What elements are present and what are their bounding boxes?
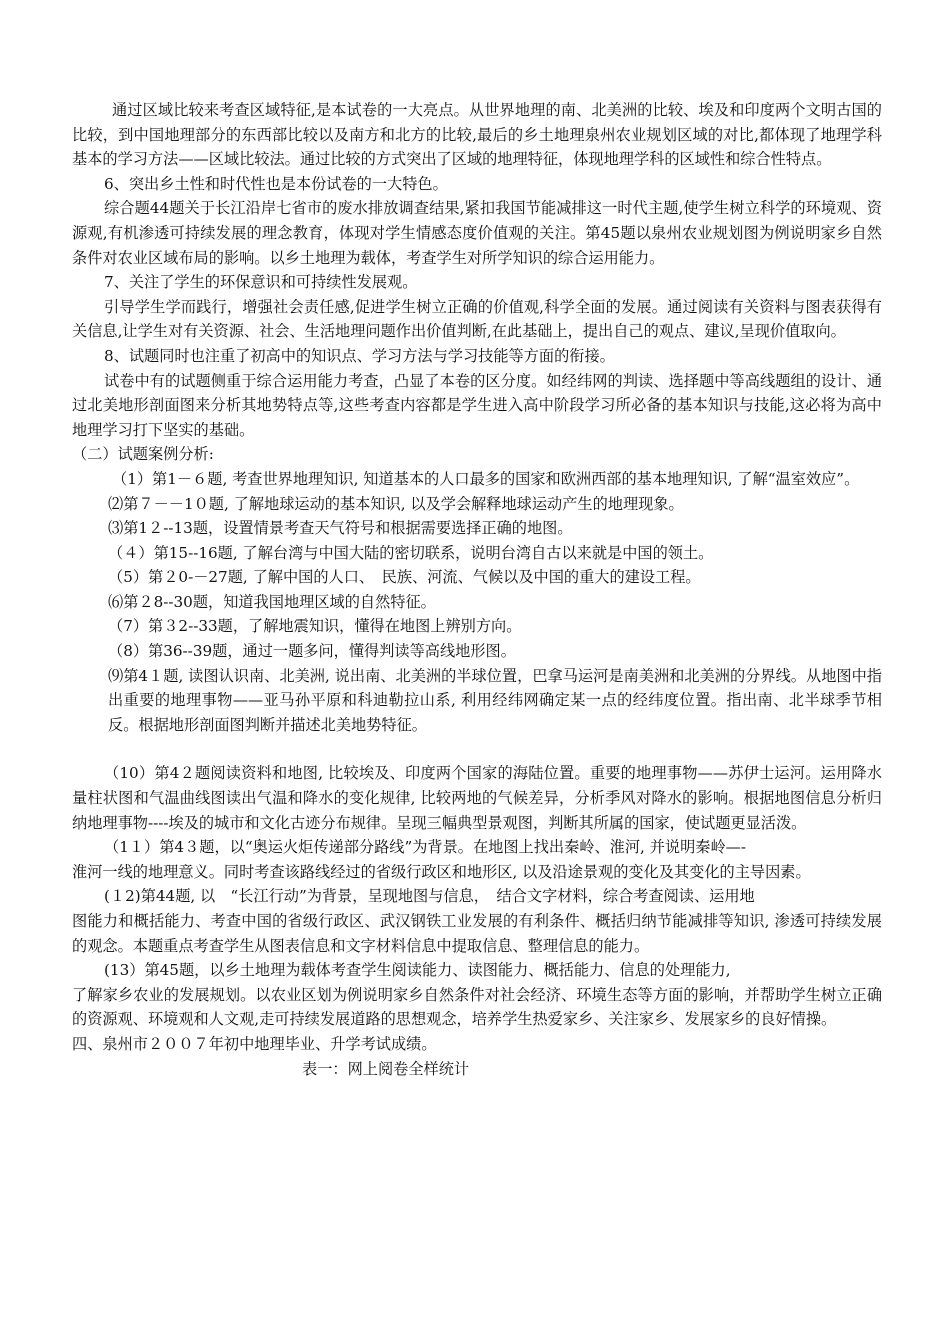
case-item-11-line-1: （1１）第4３题，以“奥运火炬传递部分路线”为背景。在地图上找出秦岭、淮河, 并说明秦岭—- bbox=[104, 838, 746, 857]
section-heading-exam-results: 四、泉州市２００７年初中地理毕业、升学考试成绩。 bbox=[72, 1034, 437, 1053]
paragraph-point-8: 试卷中有的试题侧重于综合运用能力考查，凸显了本卷的区分度。如经纬网的判读、选择题中等高线题组的设计、通过北美地形剖面图来分析其地势特点等,这些考查内容都是学生进入高中阶段学习所必备的基本知识与技能,这必将为高中地理学习打下坚实的基础。 bbox=[72, 371, 882, 439]
case-item-9: ⑼第4１题, 读图认识南、北美洲, 说出南、北美洲的半球位置，巴拿马运河是南美洲和北美洲的分界线。从地图中指出重要的地理事物——亚马孙平原和科迪勒拉山系, 利用经纬网确定某一点的经纬度位置。指出南、北半球季节相反。根据地形剖面图判断并描述北美地势特征。 bbox=[108, 666, 882, 734]
table-caption: 表一：网上阅卷全样统计 bbox=[302, 1059, 470, 1078]
case-item-3: ⑶第1２--13题，设置情景考查天气符号和根据需要选择正确的地图。 bbox=[108, 519, 573, 538]
case-item-12-line-2: 图能力和概括能力、考查中国的省级行政区、武汉钢铁工业发展的有利条件、概括归纳节能减排等知识, 渗透可持续发展的观念。本题重点考查学生从图表信息和文字材料信息中提取信息、整理信息的能力。 bbox=[72, 912, 882, 955]
paragraph-regional-comparison: 通过区域比较来考查区域特征,是本试卷的一大亮点。从世界地理的南、北美洲的比较、埃及和印度两个文明古国的比较，到中国地理部分的东西部比较以及南方和北方的比较,最后的乡土地理泉州农业规划区域的对比,都体现了地理学科基本的学习方法——区域比较法。通过比较的方式突出了区域的地理特征，体现地理学科的区域性和综合性特点。 bbox=[72, 101, 882, 169]
case-item-13-line-2: 了解家乡农业的发展规划。以农业区划为例说明家乡自然条件对社会经济、环境生态等方面的影响，并帮助学生树立正确的资源观、环境观和人文观,走可持续发展道路的思想观念，培养学生热爱家乡、关注家乡、发展家乡的良好情操。 bbox=[72, 985, 882, 1029]
heading-point-8: 8、试题同时也注重了初高中的知识点、学习方法与学习技能等方面的衔接。 bbox=[104, 346, 615, 365]
case-item-7: （7）第３2--33题，了解地震知识，懂得在地图上辨别方向。 bbox=[108, 617, 522, 636]
case-item-8: （8）第36--39题，通过一题多问，懂得判读等高线地形图。 bbox=[108, 642, 516, 661]
case-item-10: （10）第4２题阅读资料和地图, 比较埃及、印度两个国家的海陆位置。重要的地理事物——苏伊士运河。运用降水量柱状图和气温曲线图读出气温和降水的变化规律, 比较两地的气候差异，分析季风对降水的影响。根据地图信息分析归纳地理事物----埃及的城市和文化古迹分布规律。呈现三幅典型景观图，判断其所属的国家，使试题更显活泼。 bbox=[72, 764, 882, 832]
case-item-6: ⑹第２8--30题，知道我国地理区域的自然特征。 bbox=[108, 592, 436, 611]
case-item-4: （４）第15--16题, 了解台湾与中国大陆的密切联系，说明台湾自古以来就是中国的领土。 bbox=[108, 543, 714, 562]
section-heading-case-analysis: （二）试题案例分析: bbox=[72, 445, 214, 464]
case-item-5: （5）第２0-－27题, 了解中国的人口、 民族、河流、气候以及中国的重大的建设工程。 bbox=[108, 568, 701, 587]
paragraph-point-7: 引导学生学而践行，增强社会责任感,促进学生树立正确的价值观,科学全面的发展。通过阅读有关资料与图表获得有关信息,让学生对有关资源、社会、生活地理问题作出价值判断,在此基础上，提出自己的观点、建议,呈现价值取向。 bbox=[72, 297, 882, 341]
case-item-13-line-1: (13）第45题，以乡土地理为载体考查学生阅读能力、读图能力、概括能力、信息的处理能力, bbox=[104, 961, 731, 980]
document-page bbox=[72, 98, 882, 1081]
heading-point-6: 6、突出乡土性和时代性也是本份试卷的一大特色。 bbox=[104, 174, 448, 193]
heading-point-7: 7、关注了学生的环保意识和可持续性发展观。 bbox=[104, 273, 418, 292]
case-item-1: （1）第1－６题, 考查世界地理知识, 知道基本的人口最多的国家和欧洲西部的基本地理知识, 了解“温室效应”。 bbox=[112, 469, 860, 488]
paragraph-point-6: 综合题44题关于长江沿岸七省市的废水排放调查结果,紧扣我国节能减排这一时代主题,使学生树立科学的环境观、资源观,有机渗透可持续发展的理念教育，体现对学生情感态度价值观的关注。第45题以泉州农业规划图为例说明家乡自然条件对农业区域布局的影响。以乡土地理为载体，考查学生对所学知识的综合运用能力。 bbox=[72, 199, 882, 267]
case-item-2: ⑵第７－－1０题, 了解地球运动的基本知识, 以及学会解释地球运动产生的地理现象。 bbox=[108, 494, 684, 513]
blank-line bbox=[72, 737, 882, 761]
case-item-12-line-1: (１2)第44题, 以 “长江行动”为背景，呈现地图与信息， 结合文字材料，综合考查阅读、运用地 bbox=[104, 887, 755, 906]
case-item-11-line-2: 淮河一线的地理意义。同时考查该路线经过的省级行政区和地形区, 以及沿途景观的变化及其变化的主导因素。 bbox=[72, 862, 811, 881]
